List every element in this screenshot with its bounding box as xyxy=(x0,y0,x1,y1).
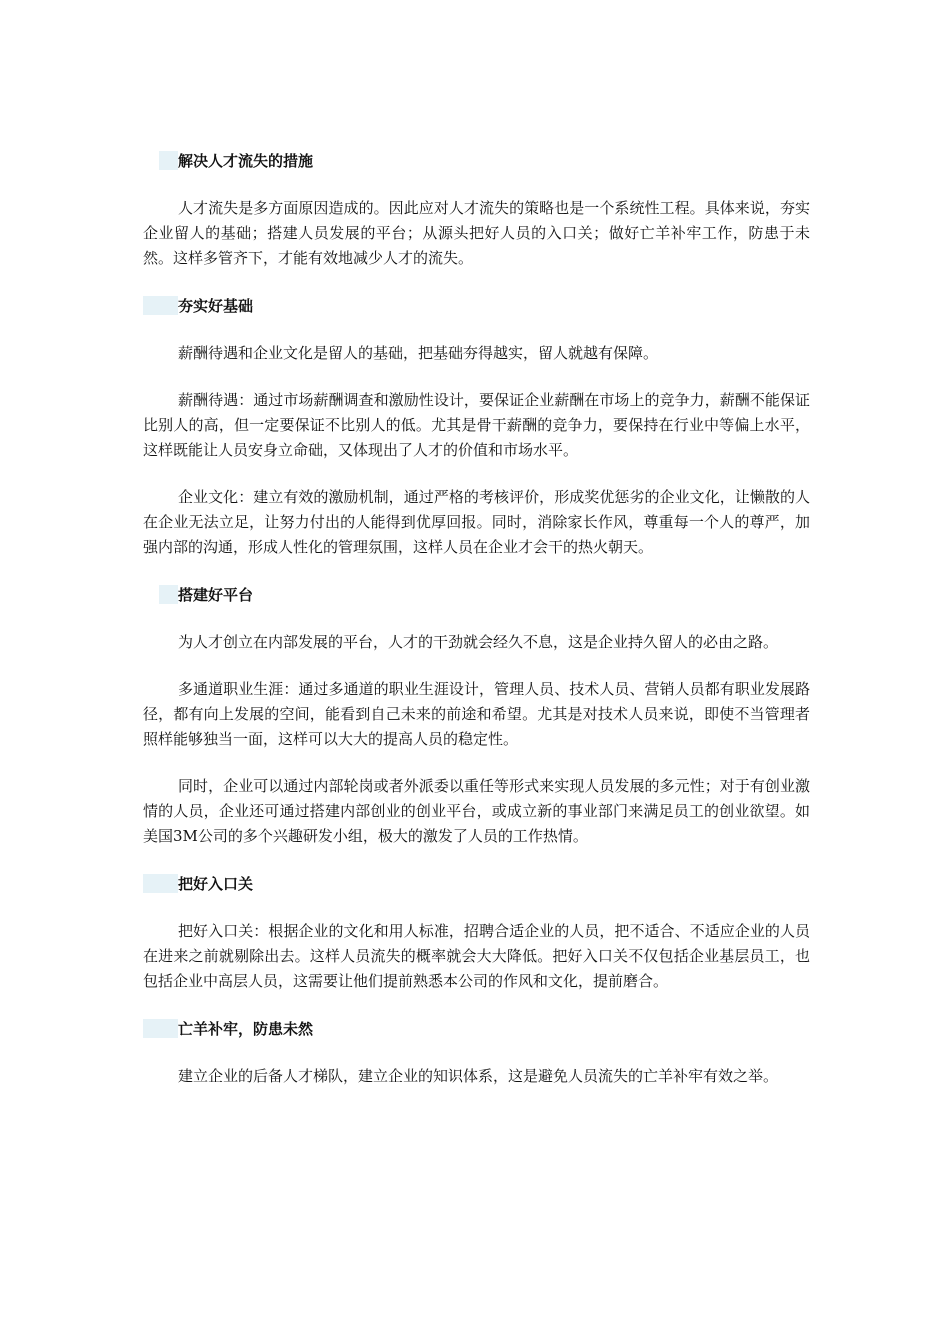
heading-text: 亡羊补牢，防患未然 xyxy=(178,1020,314,1038)
paragraph: 人才流失是多方面原因造成的。因此应对人才流失的策略也是一个系统性工程。具体来说，夯实企业留人的基础；搭建人员发展的平台；从源头把好人员的入口关；做好亡羊补牢工作，防患于未然。这样多管齐下，才能有效地减少人才的流失。 xyxy=(143,199,810,267)
paragraph: 同时，企业可以通过内部轮岗或者外派委以重任等形式来实现人员发展的多元性；对于有创业激情的人员，企业还可通过搭建内部创业的创业平台，或成立新的事业部门来满足员工的创业欲望。如美国3M公司的多个兴趣研发小组，极大的激发了人员的工作热情。 xyxy=(143,777,810,845)
heading-shade xyxy=(143,1019,178,1038)
heading-shade xyxy=(143,296,178,315)
paragraph: 薪酬待遇：通过市场薪酬调查和激励性设计，要保证企业薪酬在市场上的竞争力，薪酬不能保证比别人的高，但一定要保证不比别人的低。尤其是骨干薪酬的竞争力，要保持在行业中等偏上水平，这样既能让人员安身立命础，又体现出了人才的价值和市场水平。 xyxy=(143,391,810,459)
paragraph: 为人才创立在内部发展的平台，人才的干劲就会经久不息，这是企业持久留人的必由之路。 xyxy=(178,633,779,651)
section-heading xyxy=(143,1016,810,1042)
section-heading xyxy=(143,871,810,897)
paragraph: 企业文化：建立有效的激励机制，通过严格的考核评价，形成奖优惩劣的企业文化，让懒散的人在企业无法立足，让努力付出的人能得到优厚回报。同时，消除家长作风，尊重每一个人的尊严，加强内部的沟通，形成人性化的管理氛围，这样人员在企业才会干的热火朝天。 xyxy=(143,488,810,556)
paragraph: 把好入口关：根据企业的文化和用人标准，招聘合适企业的人员，把不适合、不适应企业的人员在进来之前就剔除出去。这样人员流失的概率就会大大降低。把好入口关不仅包括企业基层员工，也包括企业中高层人员，这需要让他们提前熟悉本公司的作风和文化，提前磨合。 xyxy=(143,922,810,990)
section-heading xyxy=(143,148,810,174)
heading-shade xyxy=(159,151,178,170)
paragraph: 多通道职业生涯：通过多通道的职业生涯设计，管理人员、技术人员、营销人员都有职业发展路径，都有向上发展的空间，能看到自己未来的前途和希望。尤其是对技术人员来说，即使不当管理者照样能够独当一面，这样可以大大的提高人员的稳定性。 xyxy=(143,680,810,748)
paragraph: 薪酬待遇和企业文化是留人的基础，把基础夯得越实，留人就越有保障。 xyxy=(178,344,659,362)
section-heading xyxy=(143,582,810,608)
heading-text: 夯实好基础 xyxy=(178,297,254,315)
heading-shade xyxy=(143,874,178,893)
heading-text: 搭建好平台 xyxy=(178,586,254,604)
section-heading xyxy=(143,293,810,319)
heading-text: 把好入口关 xyxy=(178,875,254,893)
heading-text: 解决人才流失的措施 xyxy=(178,152,314,170)
document-body xyxy=(143,148,810,1111)
paragraph: 建立企业的后备人才梯队，建立企业的知识体系，这是避免人员流失的亡羊补牢有效之举。 xyxy=(178,1067,779,1085)
heading-shade xyxy=(159,585,178,604)
